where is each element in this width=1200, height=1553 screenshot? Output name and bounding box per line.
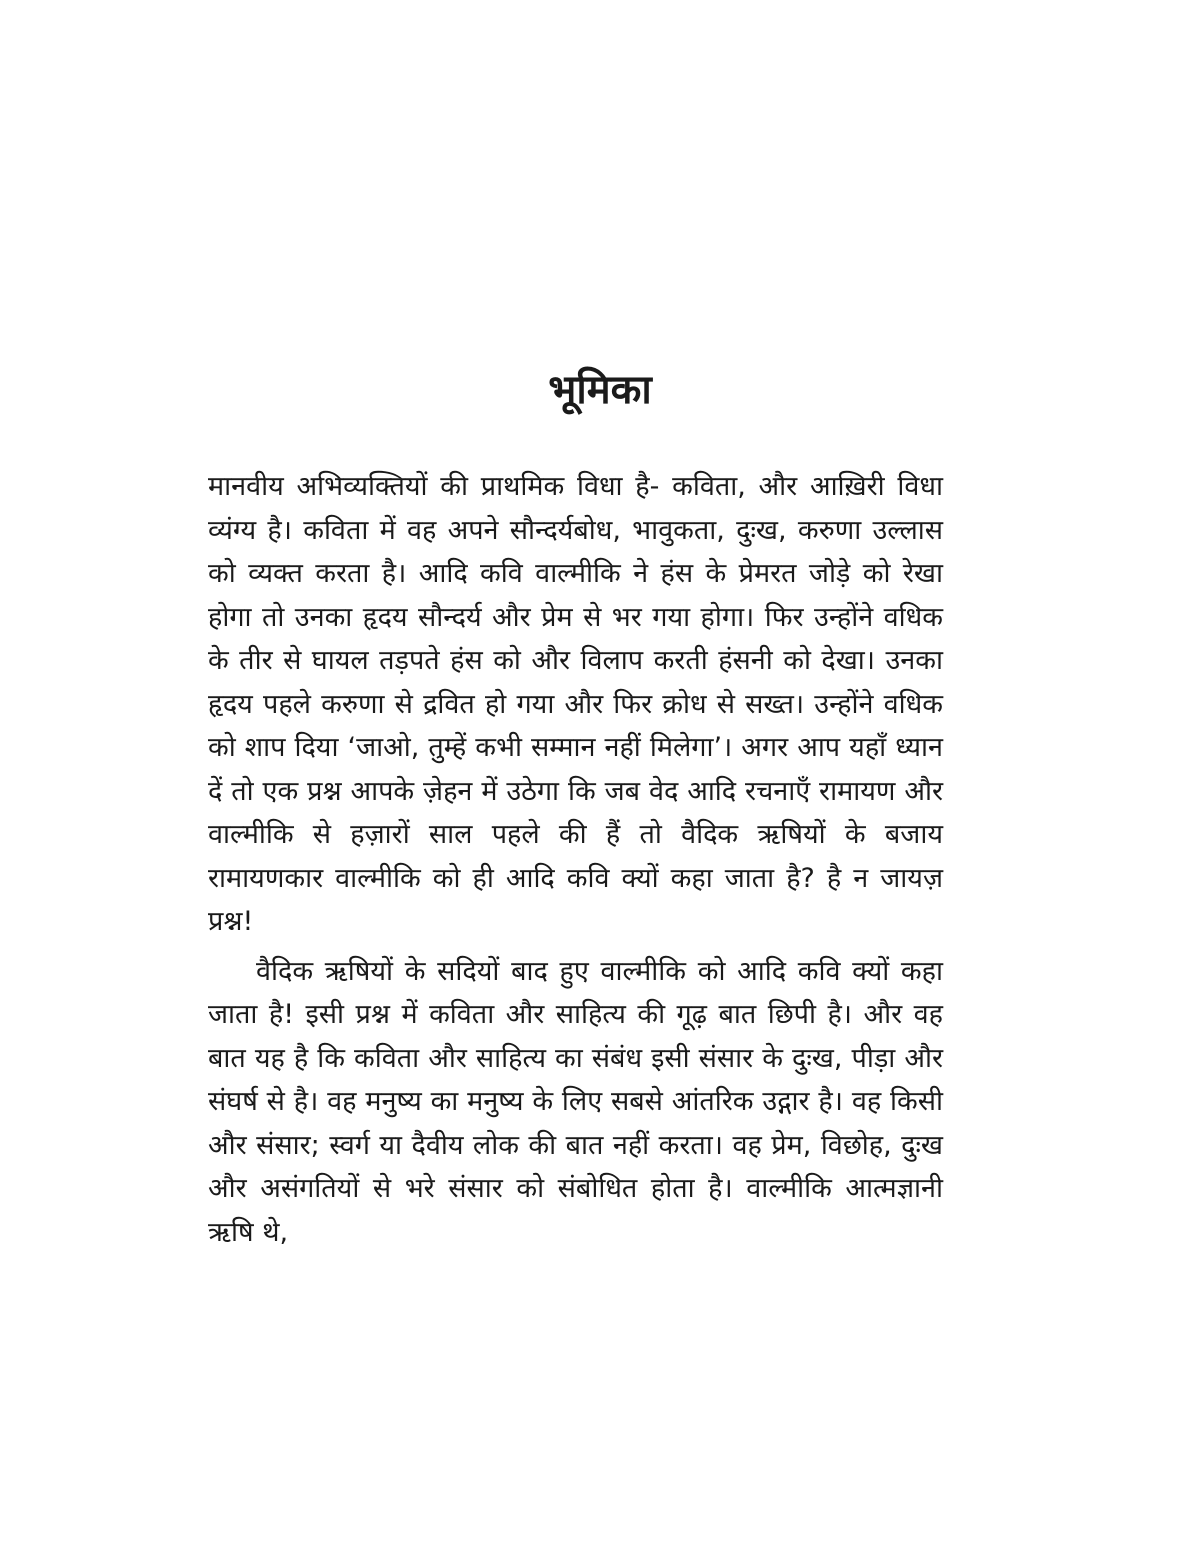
page-title: भूमिका xyxy=(548,367,652,413)
paragraph-1: मानवीय अभिव्यक्तियों की प्राथमिक विधा है- कविता, और आख़िरी विधा व्यंग्य है। कविता में वह अपने सौन्दर्यबोध, भावुकता, दुःख, करुणा उल्लास को व्यक्त करता है। आदि कवि वाल्मीकि ने हंस के प्रेमरत जोड़े को रेखा होगा तो उनका हृदय सौन्दर्य और प्रेम से भर गया होगा। फिर उन्होंने वधिक के तीर से घायल तड़पते हंस को और विलाप करती हंसनी को देखा। उनका हृदय पहले करुणा से द्रवित हो गया और फिर क्रोध से सख्त। उन्होंने वधिक को शाप दिया ‘जाओ, तुम्हें कभी सम्मान नहीं मिलेगा’। अगर आप यहाँ ध्यान दें तो एक प्रश्न आपके ज़ेहन में उठेगा कि जब वेद आदि रचनाएँ रामायण और वाल्मीकि से हज़ारों साल पहले की हैं तो वैदिक ऋषियों के बजाय रामायणकार वाल्मीकि को ही आदि कवि क्यों कहा जाता है? है न जायज़ प्रश्न! xyxy=(208,471,943,937)
paragraph-2: वैदिक ऋषियों के सदियों बाद हुए वाल्मीकि को आदि कवि क्यों कहा जाता है! इसी प्रश्न में कविता और साहित्य की गूढ़ बात छिपी है। और वह बात यह है कि कविता और साहित्य का संबंध इसी संसार के दुःख, पीड़ा और संघर्ष से है। वह मनुष्य का मनुष्य के लिए सबसे आंतरिक उद्गार है। वह किसी और संसार; स्वर्ग या दैवीय लोक की बात नहीं करता। वह प्रेम, विछोह, दुःख और असंगतियों से भरे संसार को संबोधित होता है। वाल्मीकि आत्मज्ञानी ऋषि थे, xyxy=(208,955,943,1248)
body-text xyxy=(208,465,943,1254)
